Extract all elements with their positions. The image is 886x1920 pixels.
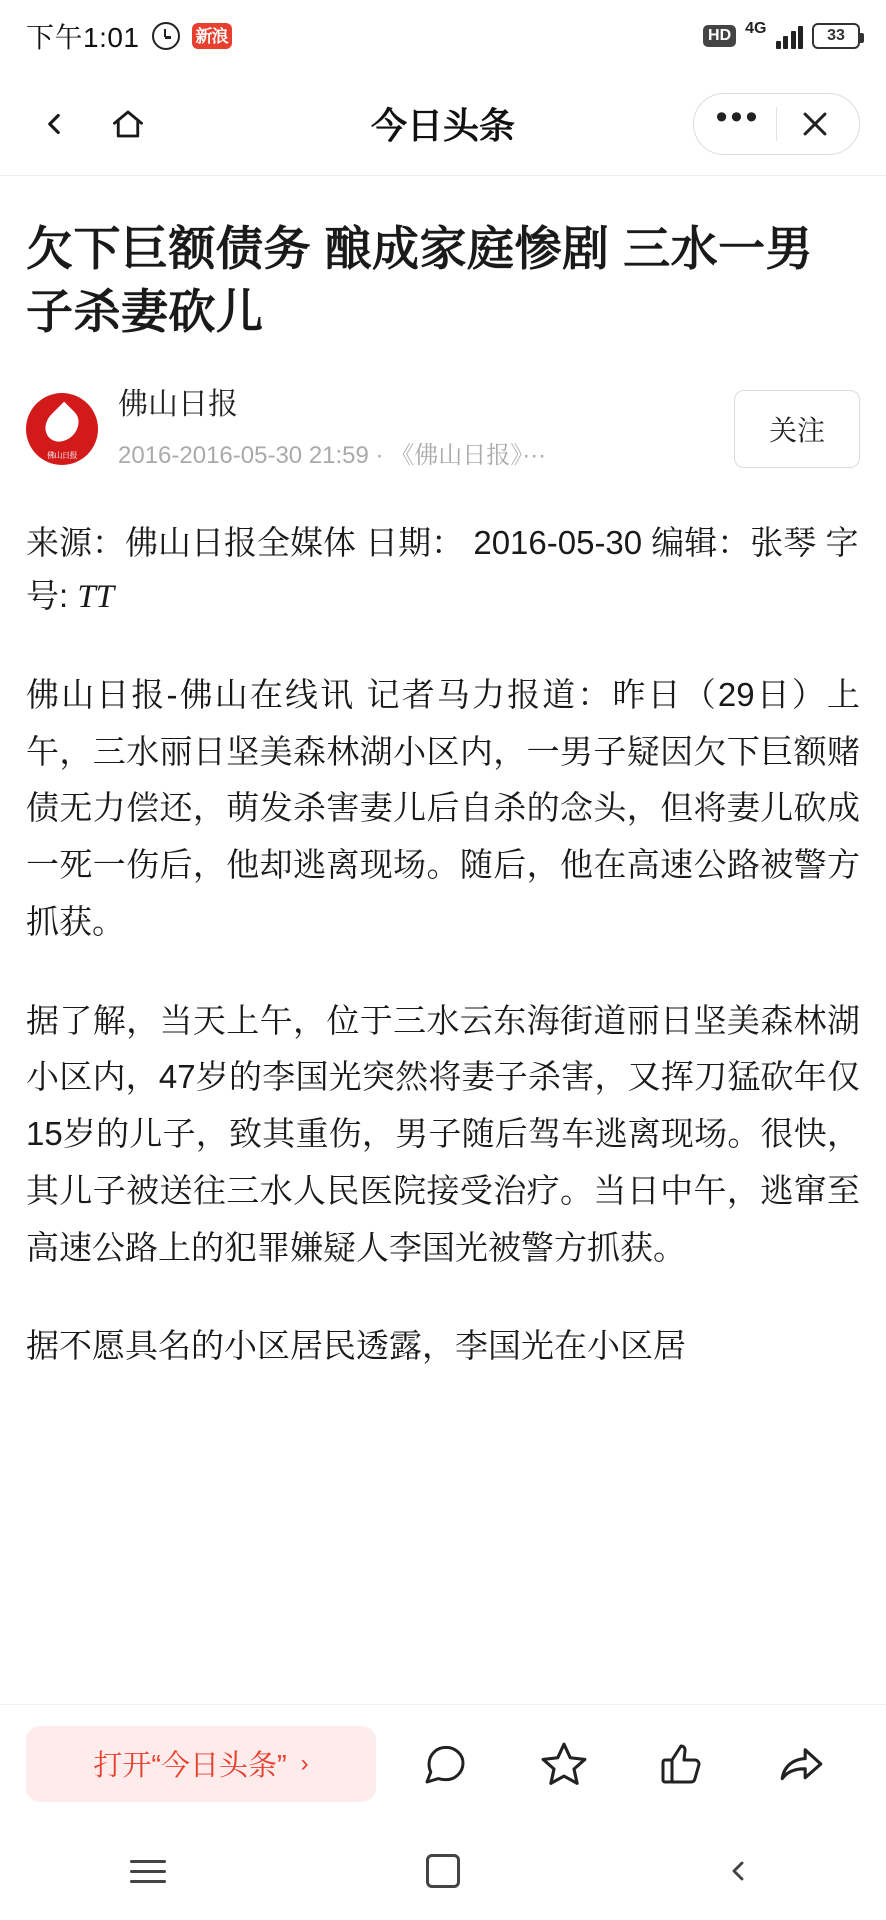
article-meta: 2016-2016-05-30 21:59 · 《佛山日报》··· (118, 442, 547, 469)
status-bar (0, 0, 886, 72)
chevron-left-icon (37, 107, 71, 141)
follow-button[interactable]: 关注 (734, 390, 860, 468)
system-home-button[interactable] (383, 1836, 503, 1906)
comment-icon (421, 1740, 469, 1788)
open-app-button[interactable] (26, 1726, 376, 1802)
favorite-button[interactable] (524, 1724, 604, 1804)
nav-actions-group (693, 93, 860, 155)
star-icon (539, 1739, 589, 1789)
article-subinfo (26, 516, 860, 625)
page-title: 今日头条 (370, 105, 515, 146)
article-paragraph: 据不愿具名的小区居民透露，李国光在小区居 (26, 1327, 686, 1365)
action-icons-group (386, 1724, 860, 1804)
close-icon (798, 107, 832, 141)
battery-level-label: 33 (827, 27, 845, 44)
more-options-button[interactable]: ••• (715, 98, 761, 136)
navigation-bar (0, 72, 886, 176)
system-navigation-bar (0, 1822, 886, 1920)
thumbs-up-icon (658, 1740, 706, 1788)
content-fade-mask (0, 1644, 886, 1704)
menu-icon (130, 1860, 166, 1883)
article-paragraph: 佛山日报-佛山在线讯 记者马力报道：昨日（29日）上午，三水丽日坚美森林湖小区内，一男子疑因欠下巨额赌债无力偿还，萌发杀害妻儿后自杀的念头，但将妻儿砍成一死一伤后，他却逃离现场。随后，他在高速公路被警方抓获。 (26, 675, 860, 940)
alarm-icon (152, 22, 180, 50)
notification-badge: 新浪 (192, 23, 232, 49)
network-type-label: 4G (745, 20, 767, 37)
open-app-label: 打开“今日头条” (93, 1750, 287, 1782)
close-button[interactable] (777, 94, 853, 154)
article-byline (26, 387, 860, 470)
flame-logo-icon (39, 401, 86, 448)
share-icon (776, 1739, 826, 1789)
status-bar-left (26, 16, 232, 56)
avatar-ring-text: 佛山日报 (47, 450, 77, 460)
article-paragraph: 据了解，当天上午，位于三水云东海街道丽日坚美森林湖小区内，47岁的李国光突然将妻子杀害，又挥刀猛砍年仅15岁的儿子，致其重伤，男子随后驾车逃离现场。很快，其儿子被送往三水人民医院接受治疗。当日中午，逃窜至高速公路上的犯罪嫌疑人李国光被警方抓获。 (26, 1001, 860, 1266)
home-button[interactable] (100, 96, 156, 152)
system-menu-button[interactable] (88, 1836, 208, 1906)
like-button[interactable] (642, 1724, 722, 1804)
comment-button[interactable] (405, 1724, 485, 1804)
hd-icon: HD (703, 25, 736, 47)
article-headline: 欠下巨额债务 酿成家庭惨剧 三水一男子杀妻砍儿 (26, 222, 814, 338)
article-subinfo-text: 来源：佛山日报全媒体 日期： 2016-05-30 编辑：张琴 字号: (26, 524, 859, 615)
status-bar-right (703, 20, 860, 49)
source-name: 佛山日报 (118, 388, 238, 421)
square-home-icon (426, 1854, 460, 1888)
home-icon (110, 106, 146, 142)
signal-strength-icon (776, 23, 804, 49)
system-back-button[interactable] (678, 1836, 798, 1906)
battery-icon (812, 23, 860, 49)
bottom-action-bar (0, 1704, 886, 1822)
font-size-label: TT (77, 579, 115, 616)
article-content[interactable] (0, 176, 886, 1704)
back-button[interactable] (26, 96, 82, 152)
share-button[interactable] (761, 1724, 841, 1804)
byline-text (118, 387, 722, 470)
status-time: 下午1:01 (26, 22, 140, 53)
chevron-right-icon: › (300, 1749, 309, 1777)
avatar[interactable] (26, 393, 98, 465)
back-chevron-icon (722, 1855, 754, 1887)
